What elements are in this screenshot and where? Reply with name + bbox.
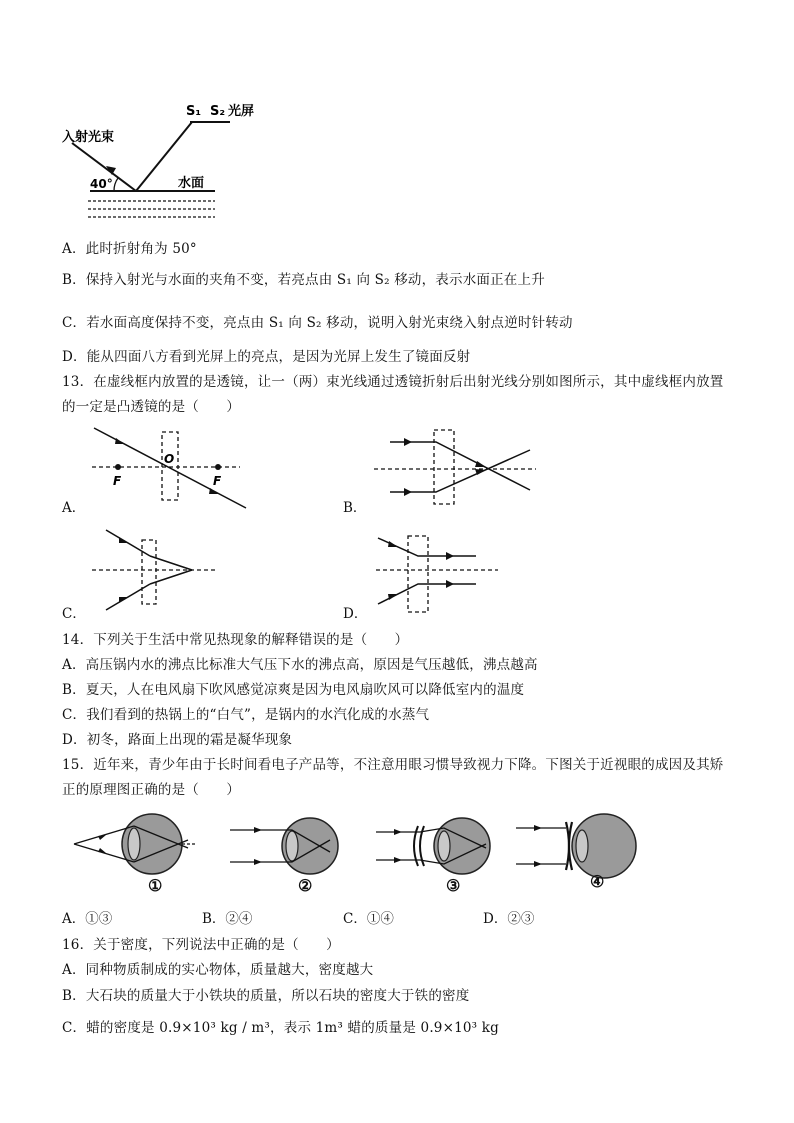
s1-label: S₁ [186, 104, 202, 119]
figa-label-f2: F [213, 474, 222, 488]
angle-label: 40° [90, 177, 113, 191]
eye-diagram-1 [70, 810, 200, 880]
s2-label: S₂ [210, 104, 226, 119]
figa-label-o: O [164, 452, 175, 466]
eye-diagram-3 [372, 812, 502, 882]
q14-option-c: C．我们看到的热锅上的“白气”，是锅内的水汽化成的水蒸气 [62, 707, 430, 723]
q16-option-c: C．蜡的密度是 0.9×10³ kg / m³，表示 1m³ 蜡的质量是 0.9×10³ kg [62, 1020, 500, 1036]
q15-option-d: D．②③ [483, 911, 535, 927]
q13-label-d: D． [343, 606, 368, 622]
screen-label: 光屏 [228, 104, 255, 119]
q14-option-d: D．初冬，路面上出现的霜是凝华现象 [62, 732, 293, 748]
q13-label-b: B． [343, 500, 367, 516]
eye-caption-4: ④ [590, 872, 605, 891]
q14-option-a: A．高压锅内水的沸点比标准大气压下水的沸点高，原因是气压越低，沸点越高 [62, 657, 538, 673]
q13-figure-a [88, 422, 248, 512]
q15-option-a: A．①③ [62, 911, 113, 927]
eye-diagram-4 [512, 808, 642, 884]
q12-option-a: A．此时折射角为 50° [62, 241, 197, 257]
q16-option-a: A．同种物质制成的实心物体，质量越大，密度越大 [62, 962, 374, 978]
q12-reflection-figure [60, 95, 280, 225]
eye-caption-2: ② [298, 876, 313, 895]
q12-option-c: C．若水面高度保持不变，亮点由 S₁ 向 S₂ 移动，说明入射光束绕入射点逆时针转动 [62, 315, 573, 331]
q13-stem-line1: 13．在虚线框内放置的是透镜，让一（两）束光线通过透镜折射后出射光线分别如图所示，其中虚线框内放置 [62, 374, 724, 390]
q15-stem-line1: 15．近年来，青少年由于长时间看电子产品等，不注意用眼习惯导致视力下降。下图关于近视眼的成因及其矫 [62, 757, 724, 773]
eye-diagram-2 [226, 812, 346, 882]
incident-beam-label: 入射光束 [62, 130, 115, 145]
q13-label-c: C． [62, 606, 86, 622]
eye-caption-1: ① [148, 876, 163, 895]
q13-figure-c [88, 526, 218, 616]
eye-caption-3: ③ [446, 876, 461, 895]
q15-stem-line2: 正的原理图正确的是（ ） [62, 782, 241, 798]
q15-option-b: B．②④ [202, 911, 253, 927]
q16-option-b: B．大石块的质量大于小铁块的质量，所以石块的密度大于铁的密度 [62, 988, 470, 1004]
q13-figure-b [370, 424, 540, 514]
q16-stem: 16．关于密度，下列说法中正确的是（ ） [62, 937, 340, 953]
q12-option-d: D．能从四面八方看到光屏上的亮点，是因为光屏上发生了镜面反射 [62, 349, 471, 365]
q12-option-b: B．保持入射光与水面的夹角不变，若亮点由 S₁ 向 S₂ 移动，表示水面正在上升 [62, 272, 545, 288]
q13-stem-line2: 的一定是凸透镜的是（ ） [62, 399, 241, 415]
q13-figure-d [372, 528, 502, 618]
q14-option-b: B．夏天，人在电风扇下吹风感觉凉爽是因为电风扇吹风可以降低室内的温度 [62, 682, 525, 698]
q15-option-c: C．①④ [343, 911, 394, 927]
water-surface-label: 水面 [178, 176, 205, 191]
q13-label-a: A． [62, 500, 86, 516]
figa-label-f1: F [113, 474, 122, 488]
q14-stem: 14．下列关于生活中常见热现象的解释错误的是（ ） [62, 632, 409, 648]
